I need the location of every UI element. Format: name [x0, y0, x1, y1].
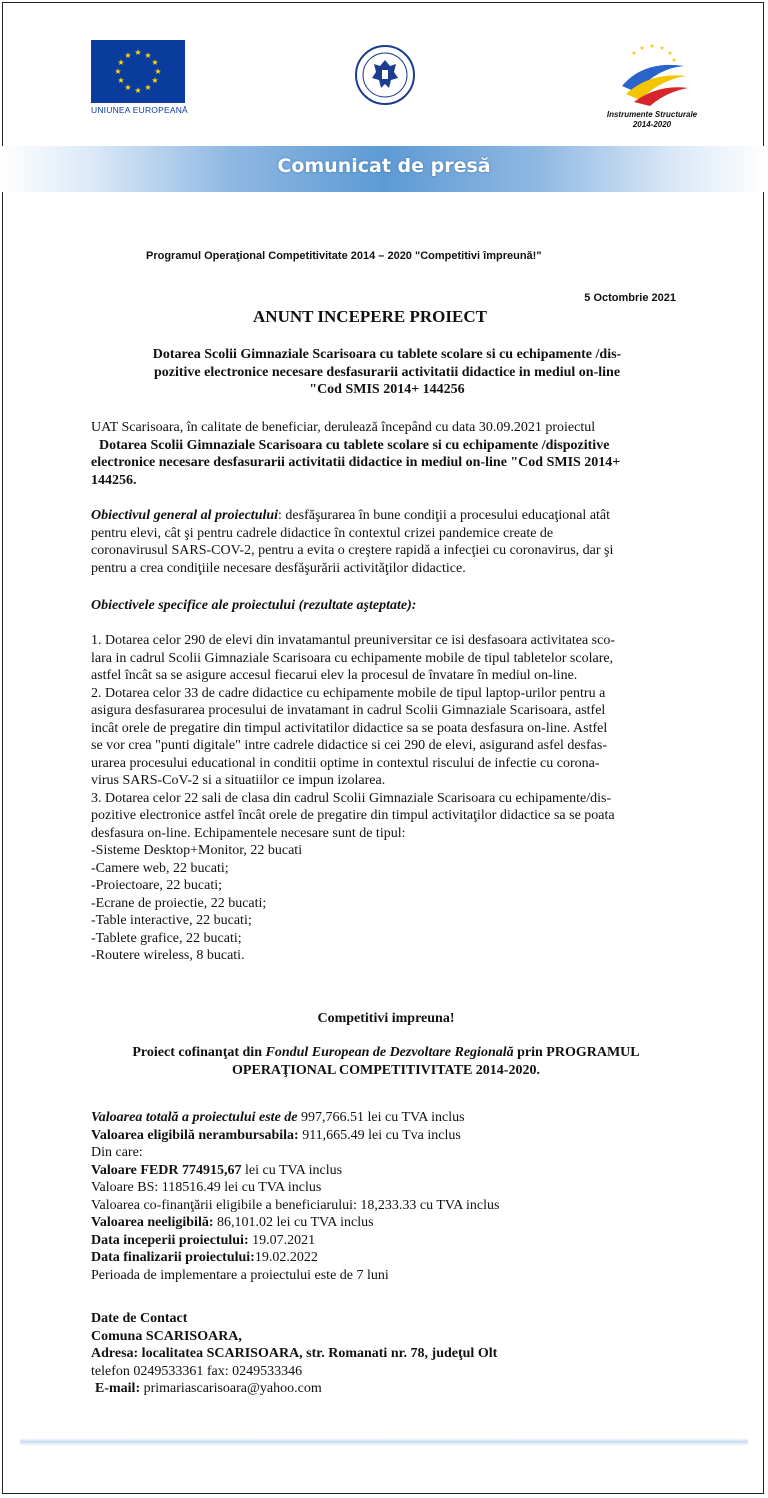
specific-objective-line: -Table interactive, 22 bucati; [91, 913, 252, 928]
end-date: 19.02.2022 [254, 1250, 318, 1265]
general-objective-label: Obiectivul general al proiectului [91, 508, 279, 523]
specific-objective-line: se vor crea "punti digitale" intre cadrele didactice si cei 290 de elevi, asigurand asfel desfas- [91, 738, 607, 753]
project-title-line: pozitive electronice necesare desfasurarii activitatii didactice in mediul on-line [153, 364, 621, 380]
svg-text:★: ★ [639, 45, 645, 52]
svg-text:★: ★ [124, 83, 132, 92]
eu-label: UNIUNEA EUROPEANĂ [91, 105, 188, 115]
project-title [92, 346, 682, 399]
contact-title: Date de Contact [91, 1311, 188, 1326]
specific-objective-line: -Ecrane de proiectie, 22 bucati; [91, 895, 267, 911]
structural-instruments-logo [614, 40, 690, 106]
intro-bold-line: electronice necesare desfasurarii activitatii didactice in mediul on-line "Cod SMIS 2014+ [91, 455, 621, 470]
start-date-label: Data inceperii proiectului: [91, 1232, 249, 1248]
svg-text:★: ★ [154, 67, 162, 76]
eu-flag-logo [91, 40, 185, 103]
specific-objective-line: asigura desfasurarea procesului de invatamant in cadrul Scolii Gimnaziale Scarisoara, astfel [91, 703, 606, 718]
program-line: Programul Operaţional Competitivitate 2014 – 2020 "Competitivi împreună!" [146, 250, 542, 262]
end-date-label: Data finalizarii proiectului: [91, 1250, 255, 1265]
din-care: Din care: [91, 1145, 143, 1160]
cofinance-part2: prin PROGRAMUL [513, 1045, 640, 1060]
general-objective [91, 507, 681, 577]
general-objective-text: : desfăşurarea în bune condiţii a procesului educaţional atât [278, 508, 611, 523]
cofinance-part1: Proiect cofinanţat din [132, 1045, 266, 1060]
general-objective-line: coronavirusul SARS-COV-2, pentru a evita o creştere rapidă a infecţiei cu coronavirus, dar şi [91, 543, 614, 558]
svg-text:★: ★ [671, 57, 677, 64]
general-objective-line: pentru a crea condiţiile necesare desfăşurării activităţilor didactice. [91, 560, 466, 576]
press-release-title: Comunicat de presă [277, 155, 491, 177]
contact-commune: Comuna SCARISOARA, [91, 1328, 242, 1344]
specific-objectives-label: Obiectivele specifice ale proiectului (rezultate aşteptate): [91, 598, 417, 613]
email-address[interactable]: primariascarisoara@yahoo.com [140, 1381, 322, 1396]
government-seal-logo [354, 44, 416, 106]
specific-objectives-list [91, 632, 681, 965]
specific-objective-line: 1. Dotarea celor 290 de elevi din invatamantul preuniversitar ce isi desfasoara activitatea sco- [91, 633, 616, 648]
start-date: 19.07.2021 [248, 1232, 316, 1248]
specific-objective-line: pozitive electronice astfel încât orele de pregatire din timpul activitaţilor didactice sa se poata [91, 808, 615, 823]
structural-instruments-label-line1: Instrumente Structurale [606, 110, 698, 119]
svg-text:★: ★ [144, 51, 152, 60]
total-value-label: Valoarea totală a proiectului este de [91, 1110, 298, 1125]
implementation-period: Perioada de implementare a proiectului este de 7 luni [91, 1267, 389, 1283]
total-value: 997,766.51 lei cu TVA inclus [297, 1110, 465, 1125]
svg-text:★: ★ [151, 58, 159, 67]
specific-objective-line: lara in cadrul Scolii Gimnaziale Scarisoara cu echipamente mobile de tipul tabletelor scolare, [91, 650, 614, 666]
specific-objective-line: -Routere wireless, 8 bucati. [91, 948, 245, 963]
slogan: Competitivi impreuna! [317, 1011, 455, 1026]
contact-block [91, 1310, 681, 1398]
cofinance-line2: OPERAŢIONAL COMPETITIVITATE 2014-2020. [232, 1062, 540, 1078]
eligible-value-label: Valoarea eligibilă nerambursabila: [91, 1127, 299, 1143]
bs-value: Valoare BS: 118516.49 lei cu TVA inclus [91, 1180, 322, 1195]
project-title-line: Dotarea Scolii Gimnaziale Scarisoara cu tablete scolare si cu echipamente /dis- [152, 347, 622, 362]
structural-instruments-label-line2: 2014-2020 [632, 120, 672, 129]
ineligible-value: 86,101.02 lei cu TVA inclus [213, 1215, 374, 1230]
announcement-heading: ANUNT INCEPERE PROIECT [253, 307, 487, 326]
svg-text:★: ★ [117, 58, 125, 67]
release-date: 5 Octombrie 2021 [584, 292, 676, 304]
ineligible-value-label: Valoarea neeligibilă: [91, 1215, 214, 1230]
cofinancing-value: Valoarea co-finanţării eligibile a beneficiarului: 18,233.33 cu TVA inclus [91, 1197, 500, 1213]
specific-objective-line: 2. Dotarea celor 33 de cadre didactice cu echipamente mobile de tipul laptop-urilor pentru a [91, 685, 606, 701]
project-title-line: "Cod SMIS 2014+ 144256 [309, 382, 465, 397]
fedr-value: lei cu TVA inclus [241, 1162, 343, 1178]
svg-text:★: ★ [659, 45, 665, 52]
svg-text:★: ★ [134, 48, 142, 57]
intro-line: UAT Scarisoara, în calitate de beneficiar, derulează începând cu data 30.09.2021 proiectul [91, 420, 596, 435]
general-objective-line: pentru elevi, cât şi pentru cadrele didactice în contextul crizei pandemice create de [91, 525, 554, 541]
intro-bold-line: Dotarea Scolii Gimnaziale Scarisoara cu tablete scolare si cu echipamente /dispozitive [99, 437, 610, 453]
fedr-value-label: Valoare FEDR 774915,67 [91, 1162, 242, 1178]
svg-text:★: ★ [144, 83, 152, 92]
cofinance-fund: Fondul European de Dezvoltare Regională [265, 1045, 514, 1060]
specific-objective-line: -Tablete grafice, 22 bucati; [91, 930, 242, 946]
email-label: E-mail: [95, 1381, 141, 1396]
contact-phone: telefon 0249533361 fax: 0249533346 [91, 1363, 303, 1379]
intro-paragraph [91, 419, 681, 489]
svg-text:★: ★ [667, 50, 673, 57]
svg-text:★: ★ [134, 86, 142, 95]
specific-objective-line: incât orele de pregatire din timpul activitatilor didactice sa se poata desfasura on-line. Astfel [91, 720, 608, 736]
specific-objective-line: desfasura on-line. Echipamentele necesare sunt de tipul: [91, 825, 406, 841]
svg-text:★: ★ [649, 43, 655, 50]
specific-objective-line: virus SARS-CoV-2 si a situatiilor ce impun izolarea. [91, 773, 386, 788]
svg-text:★: ★ [114, 67, 122, 76]
svg-text:★: ★ [117, 76, 125, 85]
svg-text:★: ★ [151, 76, 159, 85]
project-values [91, 1109, 681, 1284]
svg-text:★: ★ [631, 50, 637, 57]
structural-instruments-label [600, 110, 704, 130]
specific-objective-line: 3. Dotarea celor 22 sali de clasa din cadrul Scolii Gimnaziale Scarisoara cu echipamente/dis- [91, 790, 612, 806]
contact-address: Adresa: localitatea SCARISOARA, str. Romanati nr. 78, judeţul Olt [91, 1346, 498, 1361]
intro-bold-line: 144256. [91, 472, 137, 488]
svg-text:★: ★ [124, 51, 132, 60]
specific-objective-line: astfel încât sa se asigure accesul fiecarui elev la procesul de învatare în mediul on-line. [91, 668, 578, 683]
specific-objective-line: -Proiectoare, 22 bucati; [91, 878, 223, 893]
cofinance-statement [91, 1044, 681, 1079]
eligible-value: 911,665.49 lei cu Tva inclus [298, 1127, 461, 1143]
specific-objective-line: -Sisteme Desktop+Monitor, 22 bucati [91, 843, 303, 858]
specific-objective-line: -Camere web, 22 bucati; [91, 860, 229, 876]
footer-separator [20, 1438, 748, 1446]
specific-objective-line: urarea procesului educational in conditii optime in contextul riscului de infectie cu corona- [91, 755, 600, 771]
